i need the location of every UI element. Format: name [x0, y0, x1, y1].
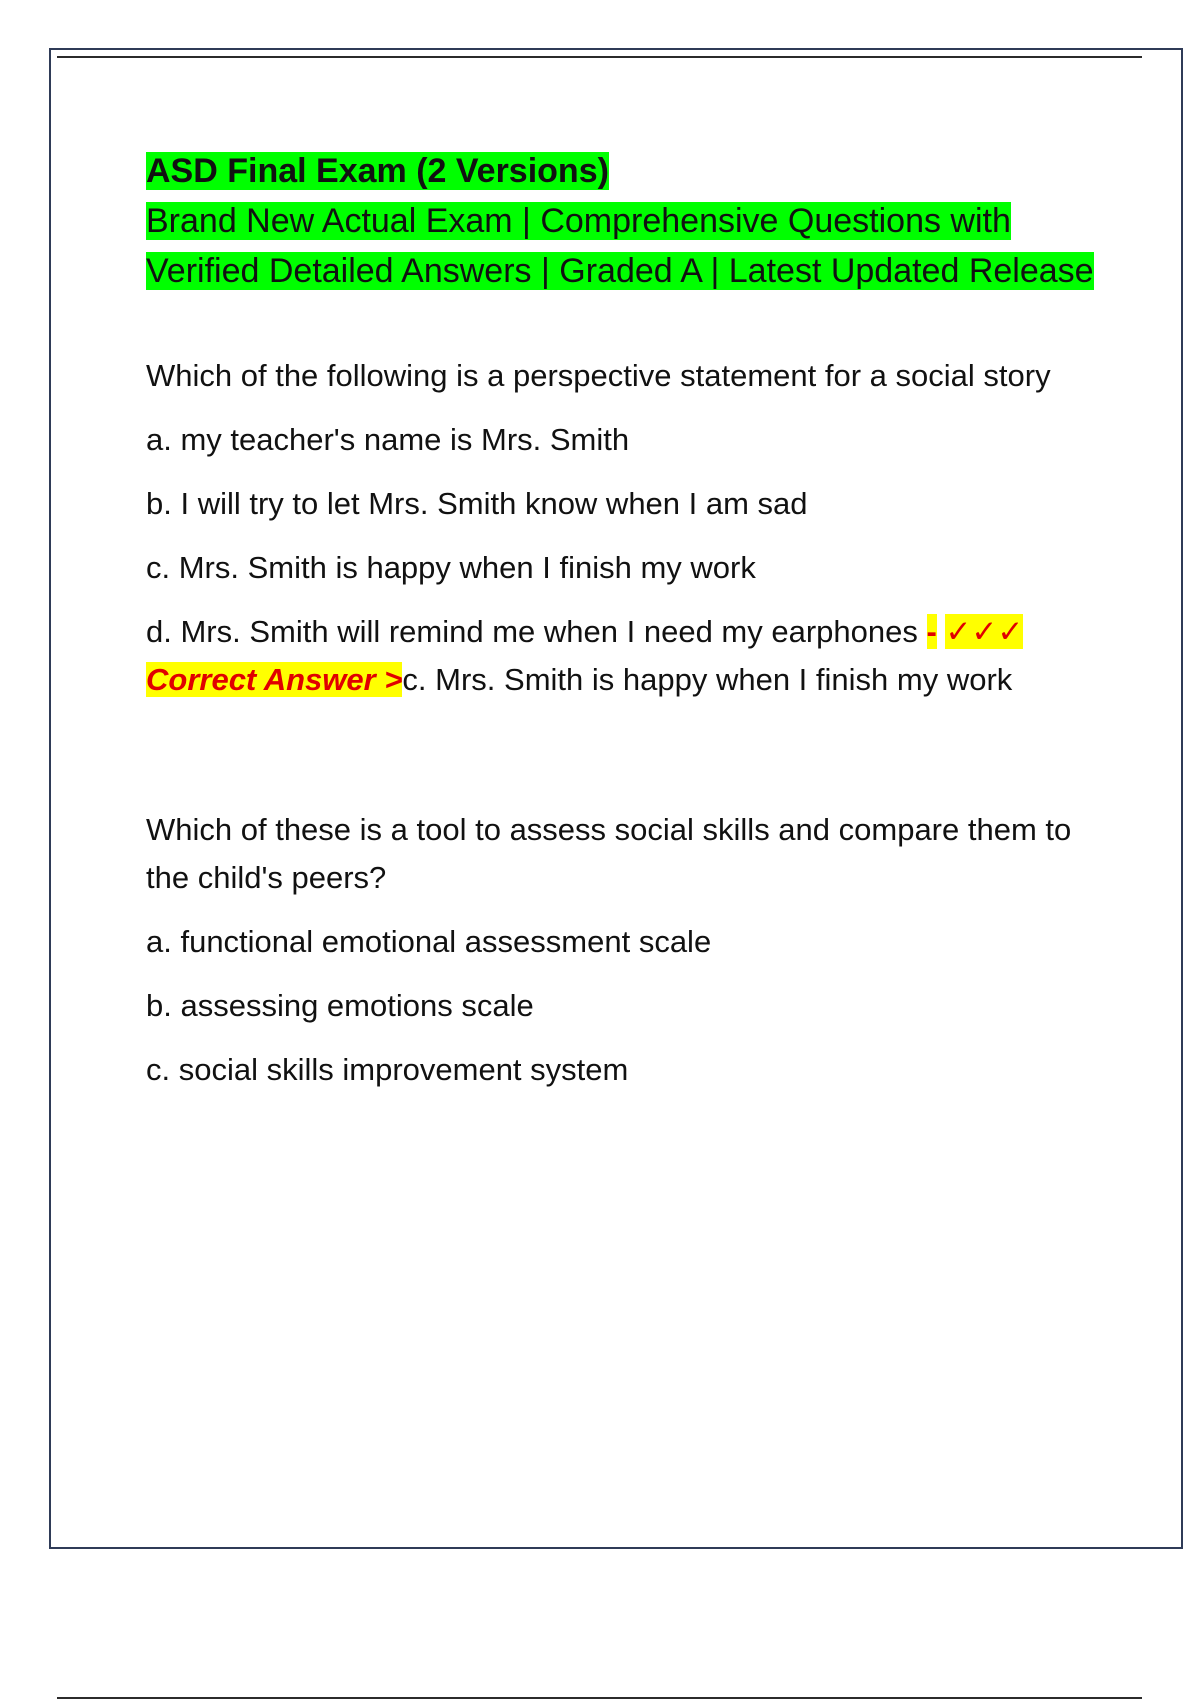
option-a: a. my teacher's name is Mrs. Smith: [146, 422, 630, 457]
question-prompt: Which of these is a tool to assess social skills and compare them to the child's peers?: [146, 812, 1072, 895]
option-c: c. social skills improvement system: [146, 1052, 629, 1087]
option-d: d. Mrs. Smith will remind me when I need my earphones: [146, 614, 918, 649]
document-title: ASD Final Exam (2 Versions): [146, 152, 609, 190]
question-1: [146, 352, 1116, 704]
bottom-divider: [57, 1697, 1142, 1699]
question-prompt: Which of the following is a perspective statement for a social story: [146, 358, 1051, 393]
question-2: [146, 806, 1116, 1094]
title-block: [146, 146, 1116, 296]
answer-separator: -: [926, 614, 937, 649]
document-subtitle: Brand New Actual Exam | Comprehensive Questions with Verified Detailed Answers | Graded A | Latest Updated Release: [146, 202, 1094, 290]
option-c: c. Mrs. Smith is happy when I finish my work: [146, 550, 756, 585]
option-b: b. assessing emotions scale: [146, 988, 534, 1023]
correct-answer-label: ✓✓✓ Correct Answer >: [146, 614, 1024, 697]
document-body: [146, 146, 1116, 1094]
correct-answer-text: c. Mrs. Smith is happy when I finish my work: [402, 662, 1013, 697]
option-b: b. I will try to let Mrs. Smith know when I am sad: [146, 486, 808, 521]
option-d-with-answer: [146, 608, 1116, 704]
option-a: a. functional emotional assessment scale: [146, 924, 712, 959]
